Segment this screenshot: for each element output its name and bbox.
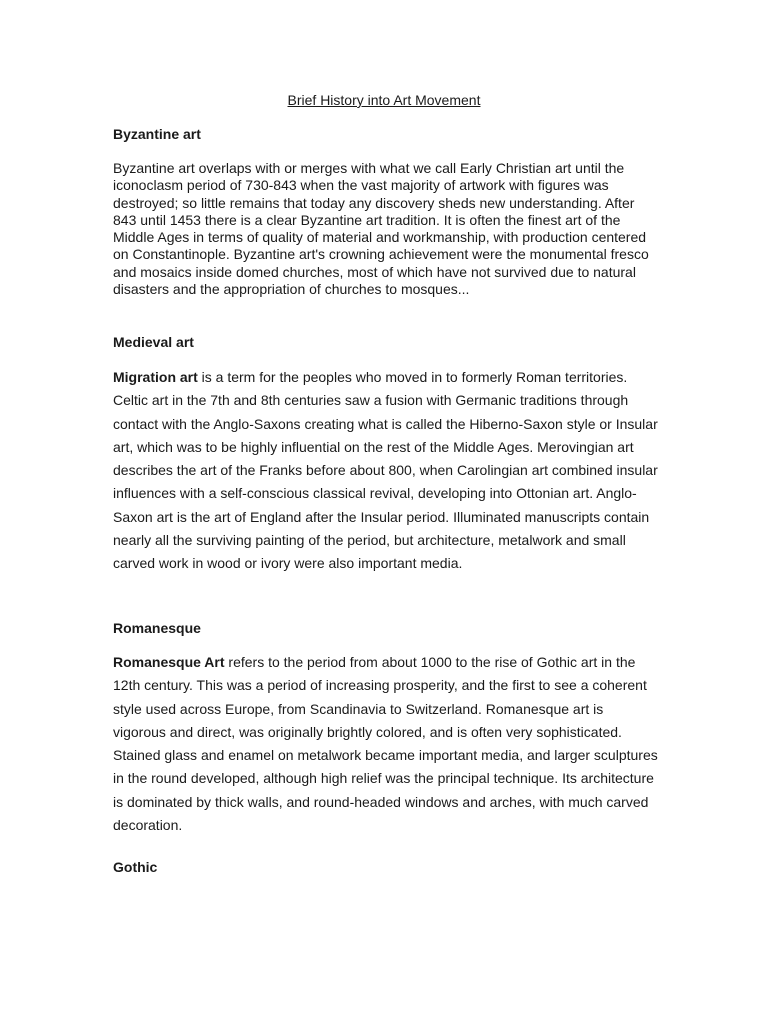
section-paragraph-byzantine: Byzantine art overlaps with or merges with what we call Early Christian art until the iconoclasm period of 730-843 when the vast majority of artwork with figures was destroyed; so little remains that today any discovery sheds new understanding. After 843 until 1453 there is a clear Byzantine art tradition. It is often the finest art of the Middle Ages in terms of quality of material and workmanship, with production centered on Constantinople. Byzantine art's crowning achievement were the monumental fresco and mosaics inside domed churches, most of which have not survived due to natural disasters and the appropriation of churches to mosques...	[113, 160, 649, 298]
section-heading-byzantine: Byzantine art	[113, 126, 201, 142]
section-heading-medieval: Medieval art	[113, 334, 194, 350]
section-paragraph-romanesque	[113, 651, 658, 837]
paragraph-body-romanesque: refers to the period from about 1000 to the rise of Gothic art in the 12th century. This was a period of increasing prosperity, and the first to see a coherent style used across Europe, from Scandinavia to Switzerland. Romanesque art is vigorous and direct, was originally brightly colored, and is often very sophisticated. Stained glass and enamel on metalwork became important media, and larger sculptures in the round developed, although high relief was the principal technique. Its architecture is dominated by thick walls, and round-headed windows and arches, with much carved decoration.	[113, 654, 658, 834]
section-heading-romanesque: Romanesque	[113, 620, 201, 636]
section-heading-gothic: Gothic	[113, 859, 158, 875]
paragraph-body-medieval: is a term for the peoples who moved in to formerly Roman territories. Celtic art in the 7th and 8th centuries saw a fusion with Germanic traditions through contact with the Anglo-Saxons creating what is called the Hiberno-Saxon style or Insular art, which was to be highly influential on the rest of the Middle Ages. Merovingian art describes the art of the Franks before about 800, when Carolingian art combined insular influences with a self-conscious classical revival, developing into Ottonian art. Anglo-Saxon art is the art of England after the Insular period. Illuminated manuscripts contain nearly all the surviving painting of the period, but architecture, metalwork and small carved work in wood or ivory were also important media.	[113, 369, 658, 572]
document-title: Brief History into Art Movement	[287, 92, 481, 108]
section-paragraph-medieval	[113, 366, 658, 576]
lead-term-migration-art: Migration art	[113, 369, 198, 385]
lead-term-romanesque-art: Romanesque Art	[113, 654, 225, 670]
